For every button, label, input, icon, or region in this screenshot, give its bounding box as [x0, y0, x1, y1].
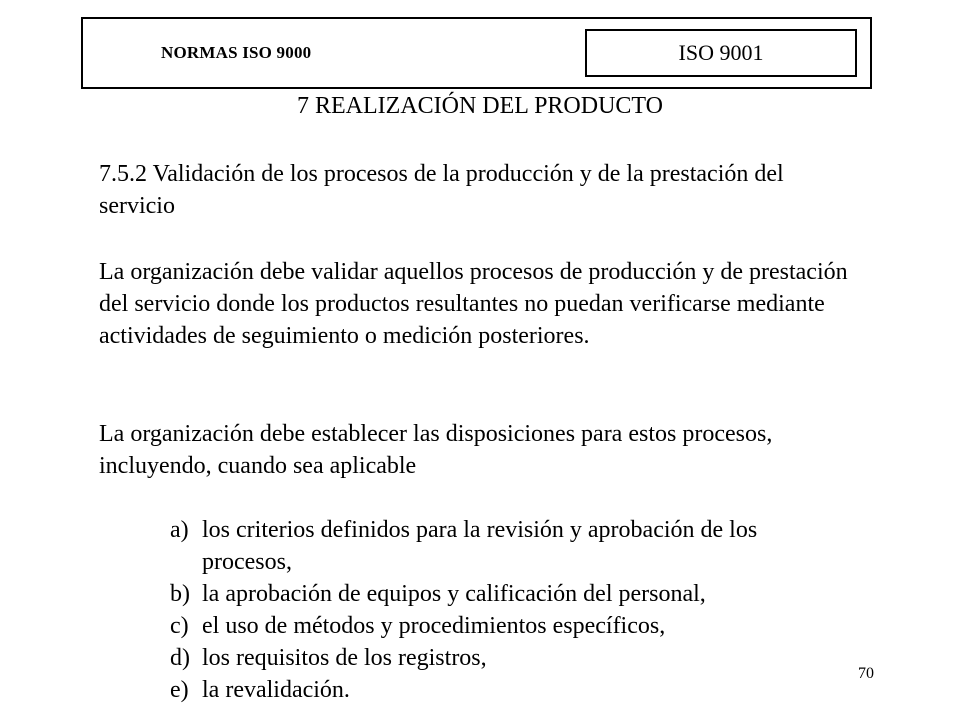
paragraph-1: La organización debe validar aquellos procesos de producción y de prestación del servicio donde los productos resultantes no puedan verificarse mediante actividades de seguimiento o medición posteriores. — [99, 259, 848, 349]
header-box — [81, 17, 872, 89]
paragraph-2: La organización debe establecer las disposiciones para estos procesos, incluyendo, cuando sea aplicable — [99, 421, 773, 479]
list-item-text: los criterios definidos para la revisión y aprobación de los procesos, — [202, 517, 758, 575]
list-item-marker: b) — [170, 581, 190, 607]
page-number: 70 — [858, 665, 874, 682]
list-item-marker: c) — [170, 613, 189, 639]
list-item-marker: e) — [170, 677, 189, 703]
list-item-text: la aprobación de equipos y calificación del personal, — [202, 581, 706, 607]
list-item-text: la revalidación. — [202, 677, 350, 703]
list-item — [170, 578, 850, 610]
header-right-label: ISO 9001 — [678, 40, 764, 65]
section-title: 7 REALIZACIÓN DEL PRODUCTO — [297, 93, 663, 119]
list-item-marker: d) — [170, 645, 190, 671]
list-item — [170, 514, 850, 578]
header-left-label: NORMAS ISO 9000 — [161, 43, 312, 62]
list-item-text: los requisitos de los registros, — [202, 645, 487, 671]
list-item — [170, 674, 850, 706]
list-item-text: el uso de métodos y procedimientos específicos, — [202, 613, 666, 639]
list-item — [170, 610, 850, 642]
list-item-marker: a) — [170, 517, 189, 543]
subsection-heading: 7.5.2 Validación de los procesos de la producción y de la prestación del servicio — [99, 161, 784, 219]
requirements-list — [170, 514, 850, 706]
header-right-box — [585, 29, 857, 77]
list-item — [170, 642, 850, 674]
